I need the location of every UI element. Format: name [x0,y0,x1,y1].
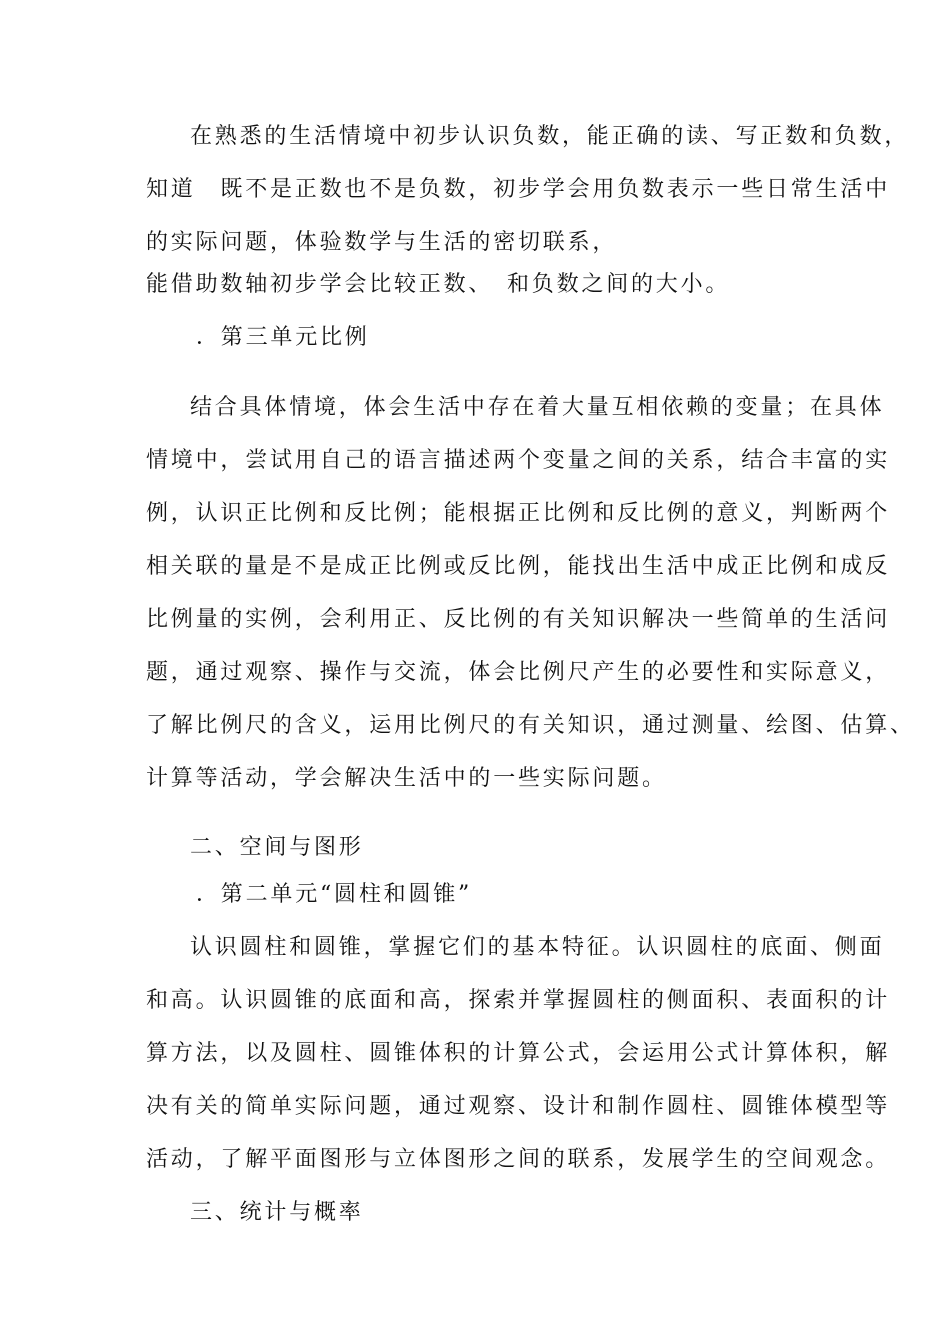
section-heading: 二、空间与图形 [190,835,364,860]
text-line: 例，认识正比例和反比例；能根据正比例和反比例的意义，判断两个 [146,501,891,526]
text-line: 决有关的简单实际问题，通过观察、设计和制作圆柱、圆锥体模型等 [146,1094,891,1119]
text-line: 结合具体情境，体会生活中存在着大量互相依赖的变量；在具体 [190,395,885,420]
text-line: 了解比例尺的含义，运用比例尺的有关知识，通过测量、绘图、估算、 [146,713,915,738]
section-heading: ．第三单元比例 [196,325,370,350]
text-line: 活动，了解平面图形与立体图形之间的联系，发展学生的空间观念。 [146,1147,891,1172]
text-line: 比例量的实例，会利用正、反比例的有关知识解决一些简单的生活问 [146,607,891,632]
text-line: 计算等活动，学会解决生活中的一些实际问题。 [146,766,667,791]
text-line: 算方法，以及圆柱、圆锥体积的计算公式，会运用公式计算体积，解 [146,1041,891,1066]
text-line: 相关联的量是不是成正比例或反比例，能找出生活中成正比例和成反 [146,554,891,579]
text-line: 能借助数轴初步学会比较正数、 和负数之间的大小。 [146,272,731,297]
section-heading: ．第二单元“圆柱和圆锥” [196,882,473,907]
text-line: 和高。认识圆锥的底面和高，探索并掌握圆柱的侧面积、表面积的计 [146,988,891,1013]
text-line: 的实际问题，体验数学与生活的密切联系， [146,230,618,255]
text-line: 在熟悉的生活情境中初步认识负数，能正确的读、写正数和负数， [190,124,910,149]
section-heading: 三、统计与概率 [190,1200,364,1225]
text-line: 认识圆柱和圆锥，掌握它们的基本特征。认识圆柱的底面、侧面 [190,935,885,960]
text-line: 题，通过观察、操作与交流，体会比例尺产生的必要性和实际意义， [146,660,891,685]
text-line: 情境中，尝试用自己的语言描述两个变量之间的关系，结合丰富的实 [146,448,891,473]
text-line: 知道 既不是正数也不是负数，初步学会用负数表示一些日常生活中 [146,177,891,202]
